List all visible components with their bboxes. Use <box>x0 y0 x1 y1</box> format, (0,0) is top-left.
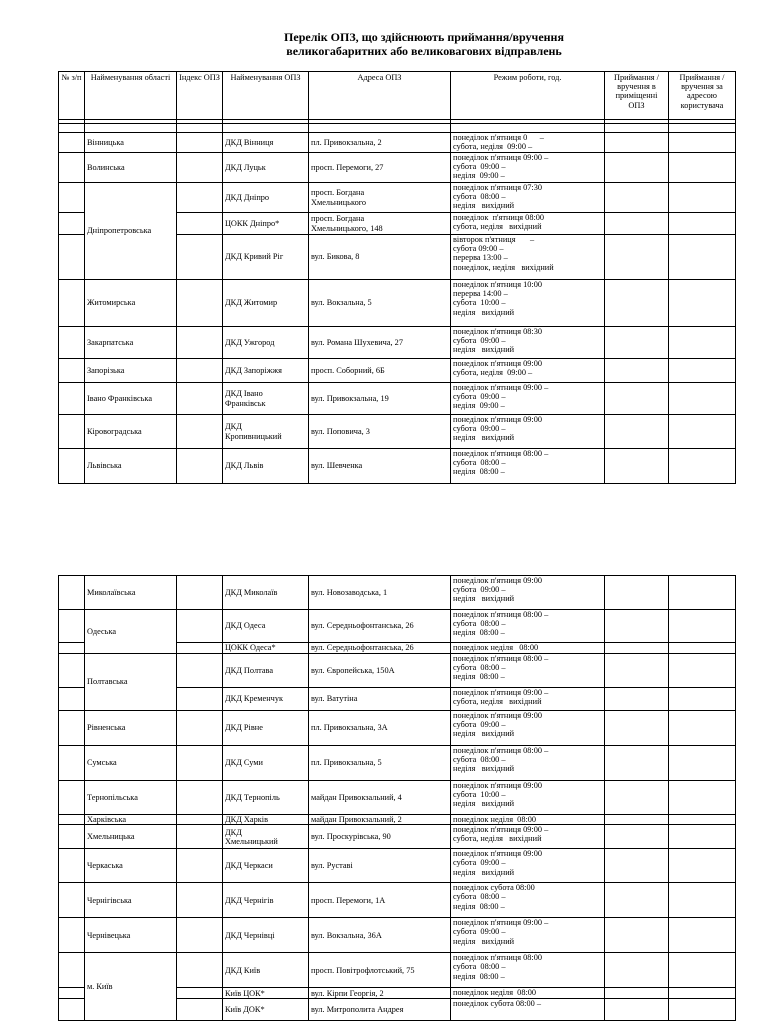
table-cell: понеділок п'ятниця 09:00 субота, неділя 09:00 – <box>451 359 605 383</box>
table-cell: понеділок п'ятниця 08:00 субота 08:00 – неділя 08:00 – <box>451 953 605 988</box>
table-cell <box>669 213 736 235</box>
table-cell: ДКД Кропивницький <box>223 415 309 449</box>
table-cell <box>605 449 669 484</box>
table-cell <box>59 781 85 815</box>
table-row <box>59 918 736 953</box>
table-cell: просп. Перемоги, 27 <box>309 153 451 183</box>
table-cell: Полтавська <box>85 654 177 711</box>
table-cell: Кіровоградська <box>85 415 177 449</box>
table-cell: понеділок неділя 08:00 <box>451 815 605 825</box>
table-cell: вул. Привокзальна, 19 <box>309 383 451 415</box>
table-cell <box>177 280 223 327</box>
table-cell <box>669 815 736 825</box>
table-cell: просп. Богдана Хмельницького <box>309 183 451 213</box>
table-cell <box>669 124 736 133</box>
table-cell <box>59 643 85 654</box>
table-cell: понеділок п'ятниця 08:00 – субота 08:00 – неділя 08:00 – <box>451 449 605 484</box>
table-cell <box>59 133 85 153</box>
table-cell: ДКД Запоріжжя <box>223 359 309 383</box>
table-cell <box>177 953 223 988</box>
table-cell <box>669 825 736 849</box>
table-row <box>59 449 736 484</box>
table-cell <box>177 183 223 213</box>
table-cell <box>605 235 669 280</box>
table-cell <box>59 883 85 918</box>
header-in-office: Приймання / вручення в приміщенні ОПЗ <box>605 72 669 120</box>
table-cell <box>669 359 736 383</box>
table-cell: ДКД Полтава <box>223 654 309 688</box>
table-cell: Черкаська <box>85 849 177 883</box>
table-cell <box>605 383 669 415</box>
table-cell <box>177 415 223 449</box>
table-cell <box>59 815 85 825</box>
title-line-2: великогабаритних або великовагових відправлень <box>286 44 562 58</box>
table-cell: майдан Привокзальний, 2 <box>309 815 451 825</box>
table-cell: Запорізька <box>85 359 177 383</box>
table-row <box>59 576 736 610</box>
table-cell: ДКД Чернівці <box>223 918 309 953</box>
table-cell <box>177 449 223 484</box>
table-cell: вул. Кірпи Георгія, 2 <box>309 988 451 999</box>
table-row <box>59 654 736 688</box>
table-cell: понеділок п'ятниця 09:00 – субота 09:00 – неділя 09:00 – <box>451 153 605 183</box>
table-cell <box>605 133 669 153</box>
header-index: Індекс ОПЗ <box>177 72 223 120</box>
table-row <box>59 415 736 449</box>
table-cell <box>669 153 736 183</box>
table-cell <box>59 988 85 999</box>
table-cell: Чернігівська <box>85 883 177 918</box>
table-cell: Сумська <box>85 746 177 781</box>
table-cell <box>605 688 669 711</box>
table-cell <box>669 643 736 654</box>
table-cell <box>59 953 85 988</box>
table-cell <box>605 654 669 688</box>
table-cell <box>605 781 669 815</box>
table-cell: понеділок п'ятниця 09:00 субота 10:00 – неділя вихідний <box>451 781 605 815</box>
table-cell <box>605 280 669 327</box>
table-cell: Харківська <box>85 815 177 825</box>
header-region: Найменування області <box>85 72 177 120</box>
table-cell: ДКД Львів <box>223 449 309 484</box>
table-cell: вул. Митрополита Андрея <box>309 999 451 1021</box>
table-cell <box>59 280 85 327</box>
table-row <box>59 815 736 825</box>
table-cell <box>177 327 223 359</box>
table-row <box>59 746 736 781</box>
table-cell: м. Київ <box>85 953 177 1021</box>
table-cell <box>669 610 736 643</box>
table-cell: вул. Руставі <box>309 849 451 883</box>
table-cell <box>177 133 223 153</box>
table-cell: понеділок п'ятниця 08:00 субота, неділя вихідний <box>451 213 605 235</box>
table-cell <box>177 213 223 235</box>
table-cell <box>605 815 669 825</box>
table-cell: понеділок п'ятниця 08:00 – субота 08:00 – неділя вихідний <box>451 746 605 781</box>
table-row <box>59 781 736 815</box>
table-cell <box>605 576 669 610</box>
table-cell <box>605 953 669 988</box>
table-cell <box>605 610 669 643</box>
table-cell <box>605 999 669 1021</box>
table-cell <box>59 235 85 280</box>
table-cell: вул. Європейська, 150А <box>309 654 451 688</box>
table-cell <box>605 988 669 999</box>
table-cell: вул. Вокзальна, 36А <box>309 918 451 953</box>
offices-table-page-2 <box>58 575 736 1021</box>
table-cell: понеділок п'ятниця 08:30 субота 09:00 – неділя вихідний <box>451 327 605 359</box>
table-cell: майдан Привокзальний, 4 <box>309 781 451 815</box>
table-cell <box>669 711 736 746</box>
table-cell: Дніпропетровська <box>85 183 177 280</box>
table-cell <box>85 124 177 133</box>
table-cell: вул. Проскурівська, 90 <box>309 825 451 849</box>
table-cell <box>59 918 85 953</box>
table-cell <box>605 746 669 781</box>
table-cell: ДКД Ужгород <box>223 327 309 359</box>
table-cell: вул. Шевченка <box>309 449 451 484</box>
table-cell: ЦОКК Одеса* <box>223 643 309 654</box>
table-cell: Вінницька <box>85 133 177 153</box>
table-cell: Одеська <box>85 610 177 654</box>
table-cell <box>59 449 85 484</box>
table-row <box>59 849 736 883</box>
table-cell: вул. Ватутіна <box>309 688 451 711</box>
table-cell <box>669 654 736 688</box>
table-cell: просп. Соборний, 6Б <box>309 359 451 383</box>
table-row <box>59 825 736 849</box>
table-cell: ДКД Кременчук <box>223 688 309 711</box>
offices-table-page-1 <box>58 71 736 484</box>
table-cell: Тернопільська <box>85 781 177 815</box>
table-cell <box>605 153 669 183</box>
table-cell: ДКД Миколаїв <box>223 576 309 610</box>
table-cell <box>177 654 223 688</box>
table-cell <box>177 918 223 953</box>
table-cell: ДКД Хмельницький <box>223 825 309 849</box>
table-cell: вул. Середньофонтанська, 26 <box>309 610 451 643</box>
table-cell: просп. Богдана Хмельницького, 148 <box>309 213 451 235</box>
table-cell: вул. Бикова, 8 <box>309 235 451 280</box>
table-cell <box>605 124 669 133</box>
table-cell <box>669 449 736 484</box>
table-cell: понеділок п'ятниця 09:00 субота 09:00 – неділя вихідний <box>451 415 605 449</box>
table-cell: понеділок неділя 08:00 <box>451 988 605 999</box>
table-cell <box>177 849 223 883</box>
table-cell: Київ ДОК* <box>223 999 309 1021</box>
table-cell <box>177 781 223 815</box>
table-cell: ДКД Харків <box>223 815 309 825</box>
table-cell <box>669 280 736 327</box>
table-cell: Житомирська <box>85 280 177 327</box>
header-number: № з/п <box>59 72 85 120</box>
table-cell <box>177 610 223 643</box>
spacer-row <box>59 124 736 133</box>
table-cell: Київ ЦОК* <box>223 988 309 999</box>
table-cell <box>59 688 85 711</box>
table-cell <box>177 825 223 849</box>
table-cell <box>669 883 736 918</box>
table-cell: вул. Вокзальна, 5 <box>309 280 451 327</box>
table-cell <box>669 576 736 610</box>
table-row <box>59 280 736 327</box>
table-cell <box>223 124 309 133</box>
table-cell: понеділок неділя 08:00 <box>451 643 605 654</box>
table-cell <box>177 883 223 918</box>
table-cell <box>59 124 85 133</box>
table-cell: понеділок п'ятниця 09:00 – субота, неділя вихідний <box>451 688 605 711</box>
table-cell: просп. Перемоги, 1А <box>309 883 451 918</box>
table-row <box>59 153 736 183</box>
table-cell: Івано Франківська <box>85 383 177 415</box>
table-cell <box>177 643 223 654</box>
table-cell <box>59 746 85 781</box>
table-cell <box>59 183 85 213</box>
table-cell <box>59 999 85 1021</box>
table-cell <box>669 999 736 1021</box>
table-cell <box>177 688 223 711</box>
table-cell: Чернівецька <box>85 918 177 953</box>
table-cell: понеділок субота 08:00 – <box>451 999 605 1021</box>
table-cell <box>669 327 736 359</box>
table-cell: ДКД Чернігів <box>223 883 309 918</box>
table-cell <box>669 235 736 280</box>
table-cell: понеділок п'ятниця 09:00 субота 09:00 – неділя вихідний <box>451 711 605 746</box>
table-cell <box>177 988 223 999</box>
table-cell: понеділок п'ятниця 09:00 субота 09:00 – неділя вихідний <box>451 849 605 883</box>
table-cell: Миколаївська <box>85 576 177 610</box>
table-cell: понеділок п'ятниця 08:00 – субота 08:00 – неділя 08:00 – <box>451 610 605 643</box>
table-cell <box>669 688 736 711</box>
page-title <box>0 30 768 58</box>
table-cell <box>59 654 85 688</box>
table-row <box>59 133 736 153</box>
table-cell <box>669 383 736 415</box>
table-cell: понеділок п'ятниця 0 – субота, неділя 09:00 – <box>451 133 605 153</box>
table-row <box>59 883 736 918</box>
table-cell <box>59 711 85 746</box>
table-cell <box>669 781 736 815</box>
table-cell: вул. Новозаводська, 1 <box>309 576 451 610</box>
table-cell: ДКД Дніпро <box>223 183 309 213</box>
table-cell: понеділок п'ятниця 07:30 субота 08:00 – неділя вихідний <box>451 183 605 213</box>
table-cell <box>605 711 669 746</box>
table-header-row <box>59 72 736 120</box>
table-cell <box>669 918 736 953</box>
header-office-name: Найменування ОПЗ <box>223 72 309 120</box>
table-cell <box>605 415 669 449</box>
table-cell <box>669 746 736 781</box>
table-cell: ДКД Київ <box>223 953 309 988</box>
table-cell <box>605 643 669 654</box>
table-cell <box>605 359 669 383</box>
table-cell: ДКД Черкаси <box>223 849 309 883</box>
header-address: Адреса ОПЗ <box>309 72 451 120</box>
table-cell <box>177 124 223 133</box>
table-cell: ДКД Вінниця <box>223 133 309 153</box>
table-cell: понеділок п'ятниця 09:00 – субота 09:00 – неділя 09:00 – <box>451 383 605 415</box>
table-row <box>59 953 736 988</box>
table-cell: ДКД Суми <box>223 746 309 781</box>
table-cell <box>669 849 736 883</box>
table-cell <box>669 988 736 999</box>
table-cell <box>177 815 223 825</box>
table-cell: понеділок п'ятниця 08:00 – субота 08:00 – неділя 08:00 – <box>451 654 605 688</box>
table-cell <box>59 849 85 883</box>
table-cell: вул. Поповича, 3 <box>309 415 451 449</box>
table-row <box>59 711 736 746</box>
table-cell: понеділок п'ятниця 09:00 – субота 09:00 – неділя вихідний <box>451 918 605 953</box>
header-hours: Режим роботи, год. <box>451 72 605 120</box>
table-cell <box>309 124 451 133</box>
table-cell <box>605 327 669 359</box>
table-cell: Львівська <box>85 449 177 484</box>
table-row <box>59 359 736 383</box>
table-cell <box>669 183 736 213</box>
table-cell: пл. Привокзальна, 2 <box>309 133 451 153</box>
table-cell <box>59 327 85 359</box>
table-cell <box>177 999 223 1021</box>
table-row <box>59 183 736 213</box>
table-cell: Хмельницька <box>85 825 177 849</box>
table-cell <box>59 359 85 383</box>
table-cell <box>177 359 223 383</box>
table-cell: пл. Привокзальна, 3А <box>309 711 451 746</box>
table-cell: Рівненська <box>85 711 177 746</box>
table-cell <box>177 746 223 781</box>
table-cell: вул. Середньофонтанська, 26 <box>309 643 451 654</box>
table-cell <box>59 383 85 415</box>
title-line-1: Перелік ОПЗ, що здійснюють приймання/вручення <box>284 30 564 44</box>
table-cell: Волинська <box>85 153 177 183</box>
table-cell <box>177 235 223 280</box>
table-cell: ДКД Івано Франківськ <box>223 383 309 415</box>
table-cell <box>59 153 85 183</box>
table-cell: ДКД Кривий Ріг <box>223 235 309 280</box>
table-cell <box>59 610 85 643</box>
table-cell <box>669 133 736 153</box>
table-cell <box>59 825 85 849</box>
table-cell: понеділок п'ятниця 09:00 – субота, неділя вихідний <box>451 825 605 849</box>
table-cell <box>59 576 85 610</box>
table-cell: ДКД Одеса <box>223 610 309 643</box>
table-cell: понеділок п'ятниця 10:00 перерва 14:00 – субота 10:00 – неділя вихідний <box>451 280 605 327</box>
table-cell <box>177 153 223 183</box>
table-cell: ДКД Тернопіль <box>223 781 309 815</box>
table-row <box>59 327 736 359</box>
table-cell: просп. Повітрофлотський, 75 <box>309 953 451 988</box>
table-cell <box>451 124 605 133</box>
table-cell: пл. Привокзальна, 5 <box>309 746 451 781</box>
table-cell <box>177 576 223 610</box>
table-cell: Закарпатська <box>85 327 177 359</box>
table-cell: ЦОКК Дніпро* <box>223 213 309 235</box>
table-cell <box>605 883 669 918</box>
table-cell <box>177 383 223 415</box>
table-cell: понеділок п'ятниця 09:00 субота 09:00 – неділя вихідний <box>451 576 605 610</box>
table-cell <box>177 711 223 746</box>
table-cell: вівторок п'ятниця – субота 09:00 – перерва 13:00 – понеділок, неділя вихідний <box>451 235 605 280</box>
table-cell <box>59 213 85 235</box>
table-cell <box>605 213 669 235</box>
table-cell <box>669 953 736 988</box>
table-cell <box>605 183 669 213</box>
table-cell <box>669 415 736 449</box>
table-cell <box>59 415 85 449</box>
table-cell: ДКД Рівне <box>223 711 309 746</box>
table-row <box>59 383 736 415</box>
table-cell <box>605 825 669 849</box>
table-cell: понеділок субота 08:00 субота 08:00 – неділя 08:00 – <box>451 883 605 918</box>
table-cell <box>605 918 669 953</box>
table-cell <box>605 849 669 883</box>
table-cell: ДКД Луцьк <box>223 153 309 183</box>
table-cell: ДКД Житомир <box>223 280 309 327</box>
table-row <box>59 610 736 643</box>
table-cell: вул. Романа Шухевича, 27 <box>309 327 451 359</box>
header-at-address: Приймання / вручення за адресою користувача <box>669 72 736 120</box>
